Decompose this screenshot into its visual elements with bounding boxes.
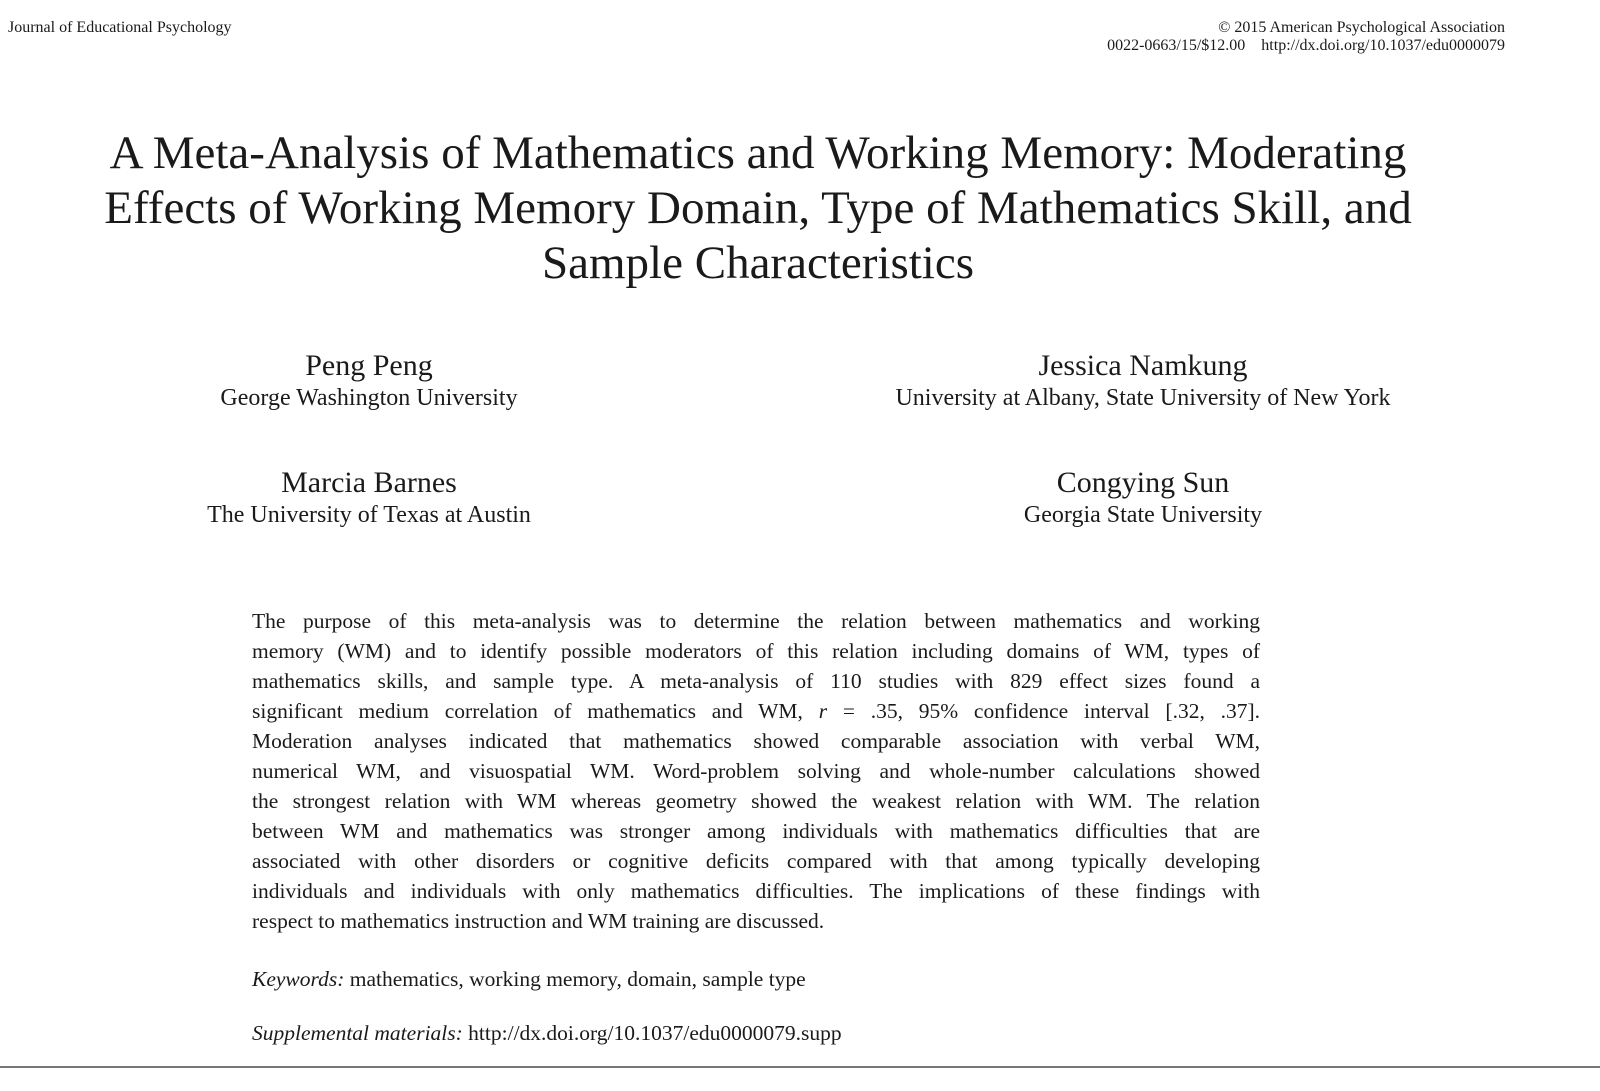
abstract-line: associated with other disorders or cognitive deficits compared with that among typically developing bbox=[252, 849, 1260, 873]
text: = .35, 95% confidence interval [.32, .37]. bbox=[827, 699, 1261, 723]
author-3 bbox=[69, 466, 669, 530]
abstract-line: memory (WM) and to identify possible moderators of this relation including domains of WM, types of bbox=[252, 639, 1260, 663]
page-divider bbox=[0, 1066, 1600, 1068]
supplemental-label: Supplemental materials: bbox=[252, 1021, 463, 1045]
text: significant medium correlation of mathematics and WM, bbox=[252, 699, 819, 723]
author-name: Jessica Namkung bbox=[1038, 349, 1248, 382]
author-name: Peng Peng bbox=[305, 349, 433, 382]
paper-title bbox=[0, 126, 1516, 291]
author-2 bbox=[843, 349, 1443, 413]
keywords bbox=[252, 967, 806, 992]
keywords-text: mathematics, working memory, domain, sample type bbox=[344, 967, 806, 991]
doi: 0022-0663/15/$12.00 http://dx.doi.org/10.1037/edu0000079 bbox=[1107, 37, 1505, 54]
copyright-block bbox=[1107, 19, 1505, 55]
keywords-label: Keywords: bbox=[252, 967, 345, 991]
title-line: Effects of Working Memory Domain, Type of Mathematics Skill, and bbox=[104, 182, 1412, 234]
author-affiliation: Georgia State University bbox=[1023, 502, 1263, 528]
abstract-line: between WM and mathematics was stronger among individuals with mathematics difficulties that are bbox=[252, 819, 1260, 843]
abstract-line bbox=[252, 696, 1260, 726]
author-1 bbox=[69, 349, 669, 413]
author-name: Marcia Barnes bbox=[281, 466, 457, 499]
abstract-line: Moderation analyses indicated that mathematics showed comparable association with verbal WM, bbox=[252, 729, 1260, 753]
abstract-line: The purpose of this meta-analysis was to determine the relation between mathematics and working bbox=[252, 609, 1260, 633]
author-4 bbox=[843, 466, 1443, 530]
abstract-line: respect to mathematics instruction and WM training are discussed. bbox=[252, 909, 825, 933]
abstract-line: mathematics skills, and sample type. A meta-analysis of 110 studies with 829 effect sizes found a bbox=[252, 669, 1260, 693]
copyright: © 2015 American Psychological Association bbox=[1218, 19, 1505, 36]
journal-name: Journal of Educational Psychology bbox=[8, 19, 232, 36]
author-affiliation: The University of Texas at Austin bbox=[207, 502, 531, 528]
author-affiliation: University at Albany, State University of New York bbox=[895, 385, 1391, 411]
abstract-line: individuals and individuals with only mathematics difficulties. The implications of these findings with bbox=[252, 879, 1260, 903]
author-name: Congying Sun bbox=[1056, 466, 1230, 499]
stat-symbol: r bbox=[818, 699, 828, 723]
title-line: A Meta-Analysis of Mathematics and Working Memory: Moderating bbox=[109, 127, 1407, 179]
author-affiliation: George Washington University bbox=[220, 385, 518, 411]
abstract-line: the strongest relation with WM whereas geometry showed the weakest relation with WM. The relation bbox=[252, 789, 1260, 813]
abstract-line: numerical WM, and visuospatial WM. Word-problem solving and whole-number calculations showed bbox=[252, 759, 1260, 783]
title-line: Sample Characteristics bbox=[542, 237, 974, 289]
supplemental-link[interactable]: http://dx.doi.org/10.1037/edu0000079.supp bbox=[462, 1021, 842, 1045]
supplemental-materials bbox=[252, 1021, 842, 1046]
abstract bbox=[252, 606, 1260, 936]
